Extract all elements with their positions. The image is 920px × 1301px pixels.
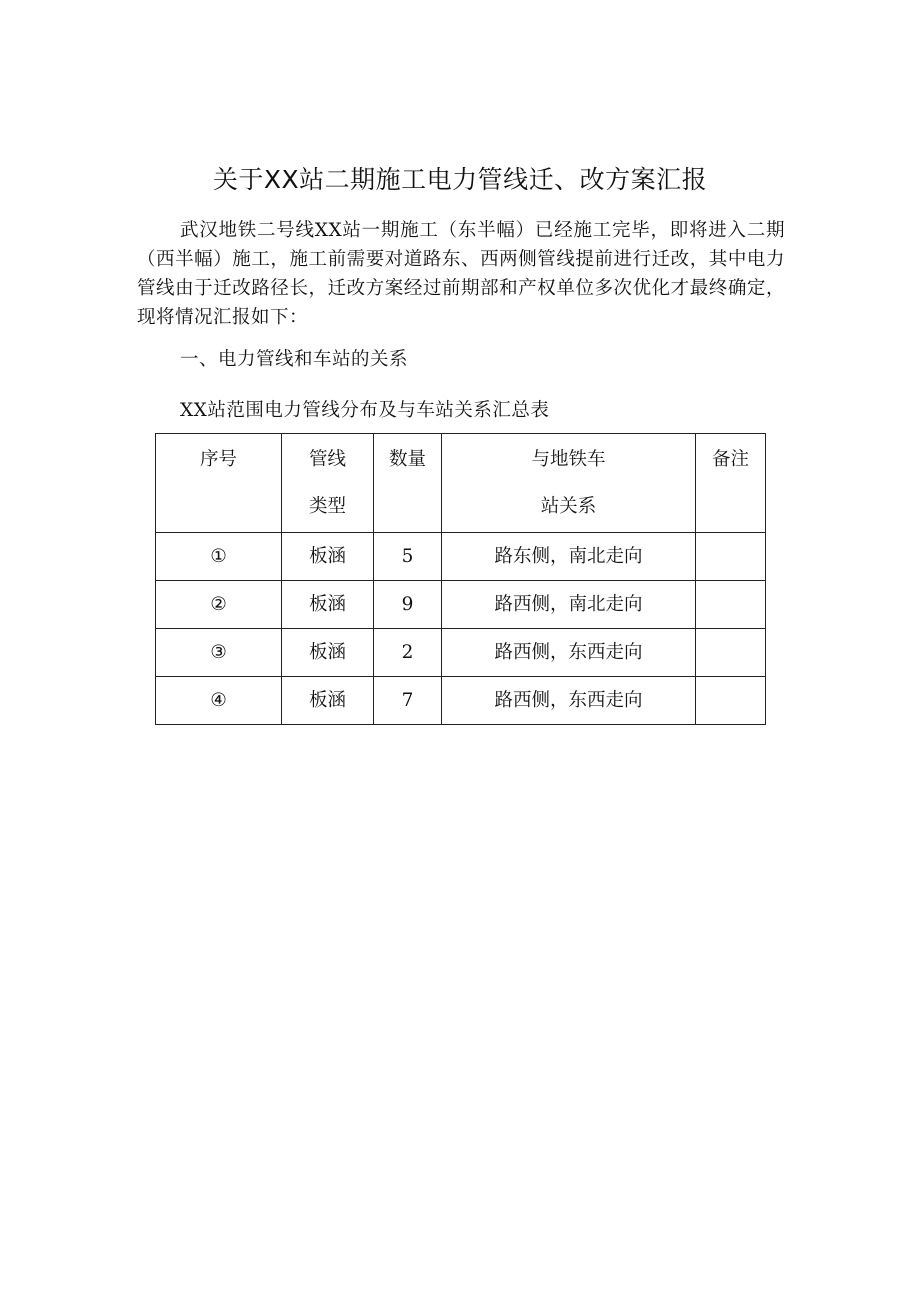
table-row: [156, 581, 766, 629]
header-remarks: [696, 434, 766, 533]
cell-relation: 路西侧，东西走向: [442, 629, 696, 677]
cell-index: ④: [156, 677, 282, 725]
cell-relation: 路西侧，南北走向: [442, 581, 696, 629]
header-relation-line2: 站关系: [540, 496, 597, 517]
cell-quantity: 2: [374, 629, 442, 677]
cell-relation: 路西侧，东西走向: [442, 677, 696, 725]
table-caption: XX站范围电力管线分布及与车站关系汇总表: [180, 400, 550, 421]
cell-quantity: 9: [374, 581, 442, 629]
header-index: [156, 434, 282, 533]
header-pipe-type: [282, 434, 374, 533]
cell-quantity: 5: [374, 533, 442, 581]
cell-remarks: [696, 533, 766, 581]
cell-relation: 路东侧，南北走向: [442, 533, 696, 581]
header-remarks-label: 备注: [711, 449, 749, 470]
intro-paragraph: 武汉地铁二号线XX站一期施工（东半幅）已经施工完毕，即将进入二期（西半幅）施工，施工前需要对道路东、西两侧管线提前进行迁改，其中电力管线由于迁改路径长，迁改方案经过前期部和产权单位多次优化才最终确定，现将情况汇报如下：: [137, 220, 785, 328]
cell-pipe-type: 板涵: [282, 533, 374, 581]
cell-quantity: 7: [374, 677, 442, 725]
cell-remarks: [696, 581, 766, 629]
table-row: [156, 677, 766, 725]
pipeline-summary-table: [155, 433, 766, 725]
section-heading: 一、电力管线和车站的关系: [180, 349, 409, 370]
cell-index: ①: [156, 533, 282, 581]
header-quantity-label: 数量: [388, 449, 426, 470]
header-index-label: 序号: [199, 449, 237, 470]
header-pipe-type-line1: 管线: [308, 449, 346, 470]
cell-remarks: [696, 629, 766, 677]
table-row: [156, 533, 766, 581]
table-row: [156, 629, 766, 677]
header-quantity: [374, 434, 442, 533]
header-pipe-type-line2: 类型: [308, 496, 346, 517]
cell-pipe-type: 板涵: [282, 629, 374, 677]
document-title: 关于XX站二期施工电力管线迁、改方案汇报: [212, 165, 708, 194]
header-relation-line1: 与地铁车: [531, 449, 606, 470]
cell-remarks: [696, 677, 766, 725]
table-header-row: [156, 434, 766, 533]
cell-index: ②: [156, 581, 282, 629]
cell-index: ③: [156, 629, 282, 677]
header-relation: [442, 434, 696, 533]
cell-pipe-type: 板涵: [282, 677, 374, 725]
cell-pipe-type: 板涵: [282, 581, 374, 629]
